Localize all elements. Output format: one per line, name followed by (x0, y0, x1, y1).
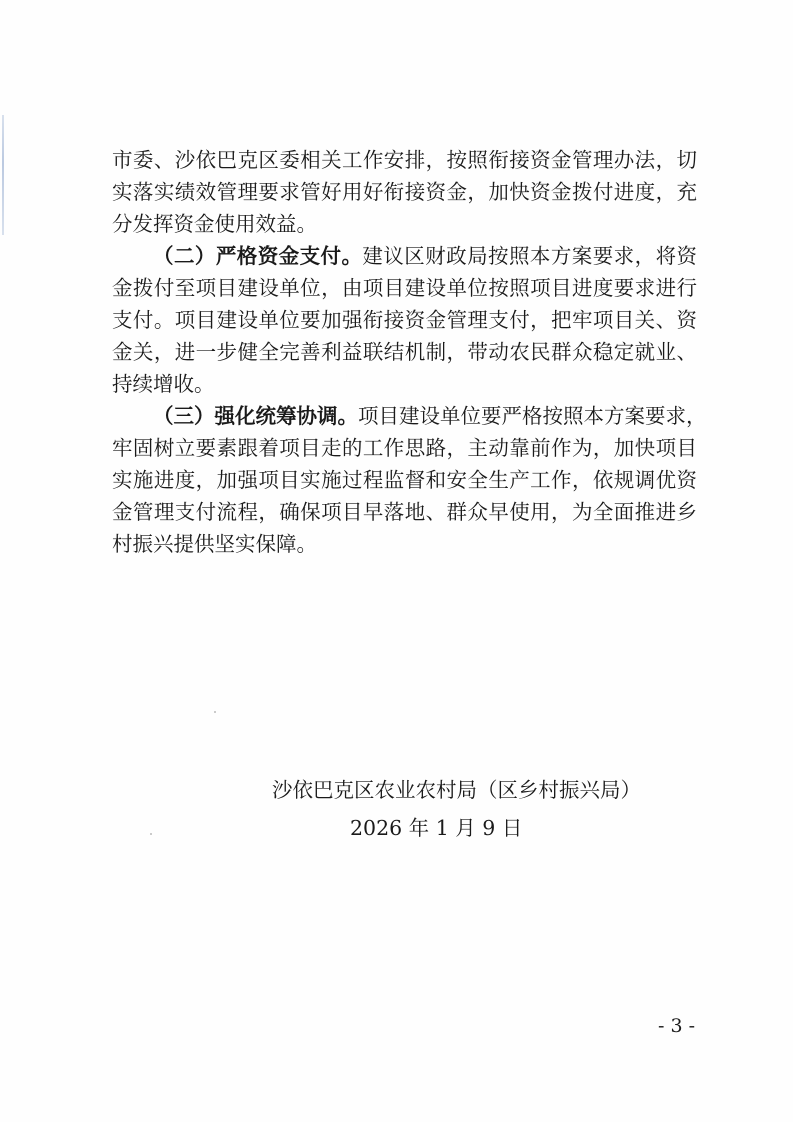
scan-speck (214, 711, 216, 713)
paragraph-1-line-2: 实落实绩效管理要求管好用好衔接资金，加快资金拨付进度，充 (112, 180, 697, 204)
paragraph-2-heading: （二）严格资金支付。 (153, 244, 363, 268)
paragraph-3-line-2: 牢固树立要素跟着项目走的工作思路，主动靠前作为，加快项目 (112, 436, 697, 460)
paragraph-2-line-3: 支付。项目建设单位要加强衔接资金管理支付，把牢项目关、资 (112, 308, 697, 332)
signature-date: 2026 年 1 月 9 日 (350, 816, 523, 840)
paragraph-2-line-5: 持续增收。 (112, 372, 215, 396)
paragraph-1-line-3: 分发挥资金使用效益。 (112, 212, 317, 236)
scan-edge-mark (2, 115, 4, 235)
paragraph-3-line-1 (112, 400, 707, 432)
paragraph-2-line-2: 金拨付至项目建设单位，由项目建设单位按照项目进度要求进行 (112, 276, 697, 300)
paragraph-2-line-1-text: 建议区财政局按照本方案要求，将资 (362, 244, 698, 268)
paragraph-3-line-5: 村振兴提供坚实保障。 (112, 532, 317, 556)
signature-organization: 沙依巴克区农业农村局（区乡村振兴局） (272, 778, 641, 802)
paragraph-2-line-4: 金关，进一步健全完善利益联结机制，带动农民群众稳定就业、 (112, 340, 697, 364)
scan-speck (150, 833, 152, 835)
paragraph-3-line-4: 金管理支付流程，确保项目早落地、群众早使用，为全面推进乡 (112, 500, 697, 524)
body-text (112, 144, 707, 560)
paragraph-3-line-1-text: 项目建设单位要严格按照本方案要求， (358, 404, 707, 428)
paragraph-3-heading: （三）强化统筹协调。 (153, 404, 358, 428)
paragraph-3-line-3: 实施进度，加强项目实施过程监督和安全生产工作，依规调优资 (112, 468, 697, 492)
paragraph-1-line-1: 市委、沙依巴克区委相关工作安排，按照衔接资金管理办法，切 (112, 148, 697, 172)
paragraph-2-line-1 (112, 240, 697, 272)
page-number: - 3 - (657, 1015, 695, 1037)
